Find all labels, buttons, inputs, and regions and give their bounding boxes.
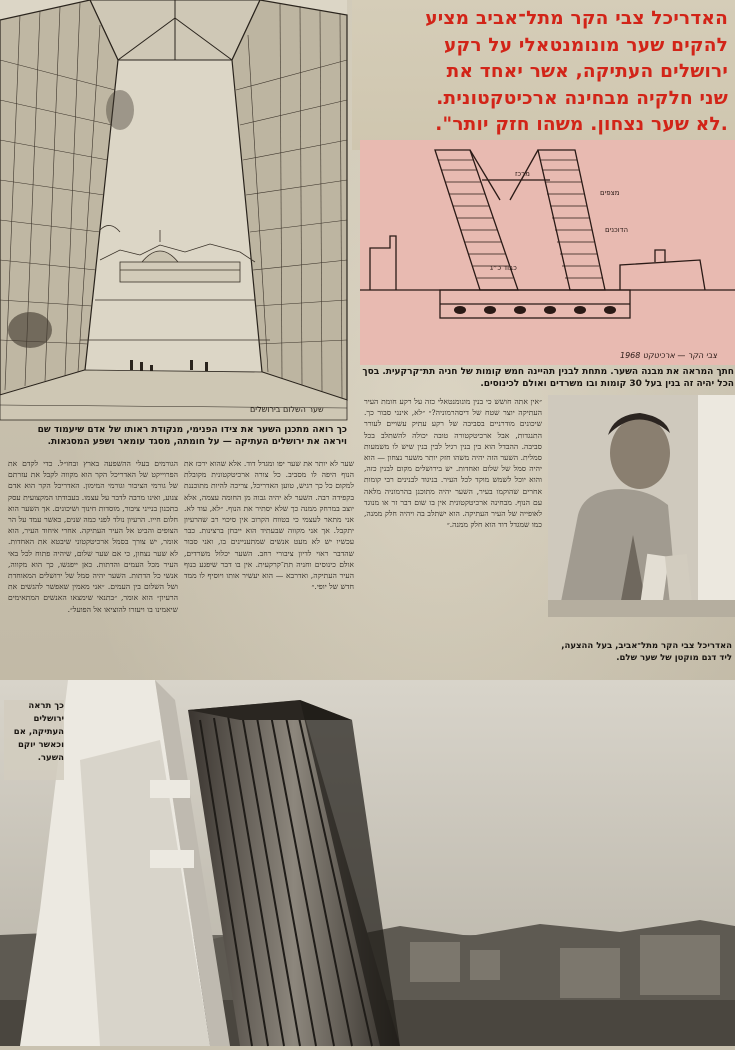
sketch-label: מצפים — [600, 189, 620, 197]
headline-line: שני חלקיה מבחינה ארכיטקטונית. — [436, 87, 728, 109]
architect-photo — [548, 395, 735, 617]
sketch-label: כבוד כ״ג — [490, 264, 517, 272]
article-column: הגורמים בעלי ההשפעה בארץ ובחו״ל. כדי לקדם את הפרוייקט של האדריכל הקר הוא מקווה לקבל את עזרתם של גורמי הציבור וגורמי המימון. האדריכל הקר הוא אדם צנוע, ואינו מרבה לדבר על עצמו. בעבודתו המקצועית עסק בתכנון בנייני ציבור, מוסדות חינוך ושיכונים. אך השער הוא חלום חייו. הרעיון נולד לפני כמה שנים, כאשר עמד על הר הצופים והביט אל העיר העתיקה. אחרי איחוד העיר, הוא אומר, יש צורך בסמל ארכיטקטוני שיבטא את האחדות. לא שער נצחון, כי אם שער שלום, שיהיה פתוח לכל באי העיר מכל העמים והדתות. כאן ייפגשו, כך הוא מקווה, אנשי כל הדתות. השער יהיה סמל של ירושלים המאוחדת ושל השלום בין העמים. ״אני מאמין שאפשר להגשים את הרעיון״ הוא אומר, ״בתנאי שימצאו האנשים המתאימים שיאמינו בו ויעזרו להוציאו אל הפועל״. — [8, 459, 178, 614]
headline — [360, 6, 728, 139]
sketch-label: מרכז — [515, 170, 530, 178]
interior-caption-line: כך רואה מתכנן השער את צידו הפנימי, מנקודת ראותו של אדם שיעמוד שם — [37, 425, 347, 435]
article-column: שער לא יותר את שער יפו ומגדל דוד. אלא שהוא ירכז את הנוף היפה לו מסביב. כל צורה ארכיטקטונית מקובלת למקום כל כך רגיש, טוען האדריכל, צריכה להיות מתוכננת בקפידה רבה. השער לא יהיה גבוה מן החומה עצמה, אלא יוצב במרחק ממנה כך שלא יסתיר את הנוף. ״לא, עוד לא. אני מתאר לעצמי כי בטווח הקרוב אין סיכוי רב שהרעיון יתקבל. אך אני מקווה שבעתיד הוא ייבחן ברצינות. כבר עכשיו יש לא מעט אנשים שמתעניינים בו, ואני סבור שהדבר ראוי לדיון ציבורי רחב. השער יכלול משרדים, אולם כינוסים וחניה תת־קרקעית. אין בו דבר שיפגע בנוף העיר העתיקה, ואדרבא — הוא יעשיר אותו ויוסיף לו ממד חדש של יופי.״ — [184, 459, 354, 592]
bottom-caption: כך תראה ירושלים העתיקה, אם וכאשר יוקם השער. — [4, 700, 64, 780]
interior-caption-line: ויראה את ירושלים העתיקה — על חומתה, מסגד עומאר ושפע המסגאות. — [47, 437, 347, 447]
sketch-signature: צבי הקר — ארכיטקט 1968 — [620, 351, 718, 360]
section-caption: חתך המראה את מבנה השער. מתחת לבנין תהיינה חמש קומות של חניה תת־קרקעית. בסך הכל יהיה זה בנין בעל 30 קומות ובו משרדים ואולם לכינוסים. — [362, 367, 734, 389]
interior-caption — [0, 424, 347, 450]
article-column: ״אין אתה חושש כי בנין מונומנטאלי כזה על רקע חומת העיר העתיקה יוצר שטח של דיסהרמוניה?״ ״לא, אינני סבור כך. שיכונים מודרניים בסביבה של רקע עתיק עשויים לעורר התנגדות, אבל ארכיטקטורה טובה יכולה להשתלב בכל סביבה. ההבדל הוא בין בנין רגיל לבין בנין שיש לו משמעות סמלית. השער הזה יהיה משהו חזק יותר משער נצחון — הוא יהיה סמל של שלום ואחדות. יש בירושלים מקום לבנין כזה, והוא יוכל לשמש מוקד לכל העיר. בניגוד לבנינים רבי קומות אחרים שהוקמו בעיר, השער יהיה מתוכנן בהרמוניה מלאה עם הנוף. מבחינה ארכיטקטונית אין בו שום דבר זר או מנוגד לאופייה של העיר העתיקה. הוא ישתלב בה ויהיה חלק ממנה, כמו שמגדל דוד הוא חלק ממנה.״ — [364, 397, 542, 530]
gate-interior-drawing — [0, 0, 347, 420]
gate-interior-sketch — [0, 0, 347, 420]
sketch-inscription: שער השלום בירושלים — [250, 405, 324, 414]
gate-model-photo — [0, 680, 735, 1046]
portrait-caption: האדריכל צבי הקר מתל־אביב, בעל ההצעה, ליד דגם מוקטן של שער שלם. — [561, 641, 732, 663]
headline-line: להקים שער מונומנטאלי על רקע — [443, 34, 728, 56]
sketch-label: הדוכנים — [605, 226, 629, 234]
gate-section-drawing — [360, 140, 735, 365]
gate-section-sketch — [360, 140, 735, 365]
headline-line: .לא שער נצחון. משהו חזק יותר". — [435, 114, 728, 135]
gate-model-image — [0, 680, 735, 1046]
headline-line: ירושלים העתיקה, אשר יאחד את — [446, 61, 728, 82]
headline-line: האדריכל צבי הקר מתל־אביב מציע — [425, 8, 728, 29]
headline-block — [352, 0, 735, 150]
architect-portrait — [548, 395, 735, 617]
